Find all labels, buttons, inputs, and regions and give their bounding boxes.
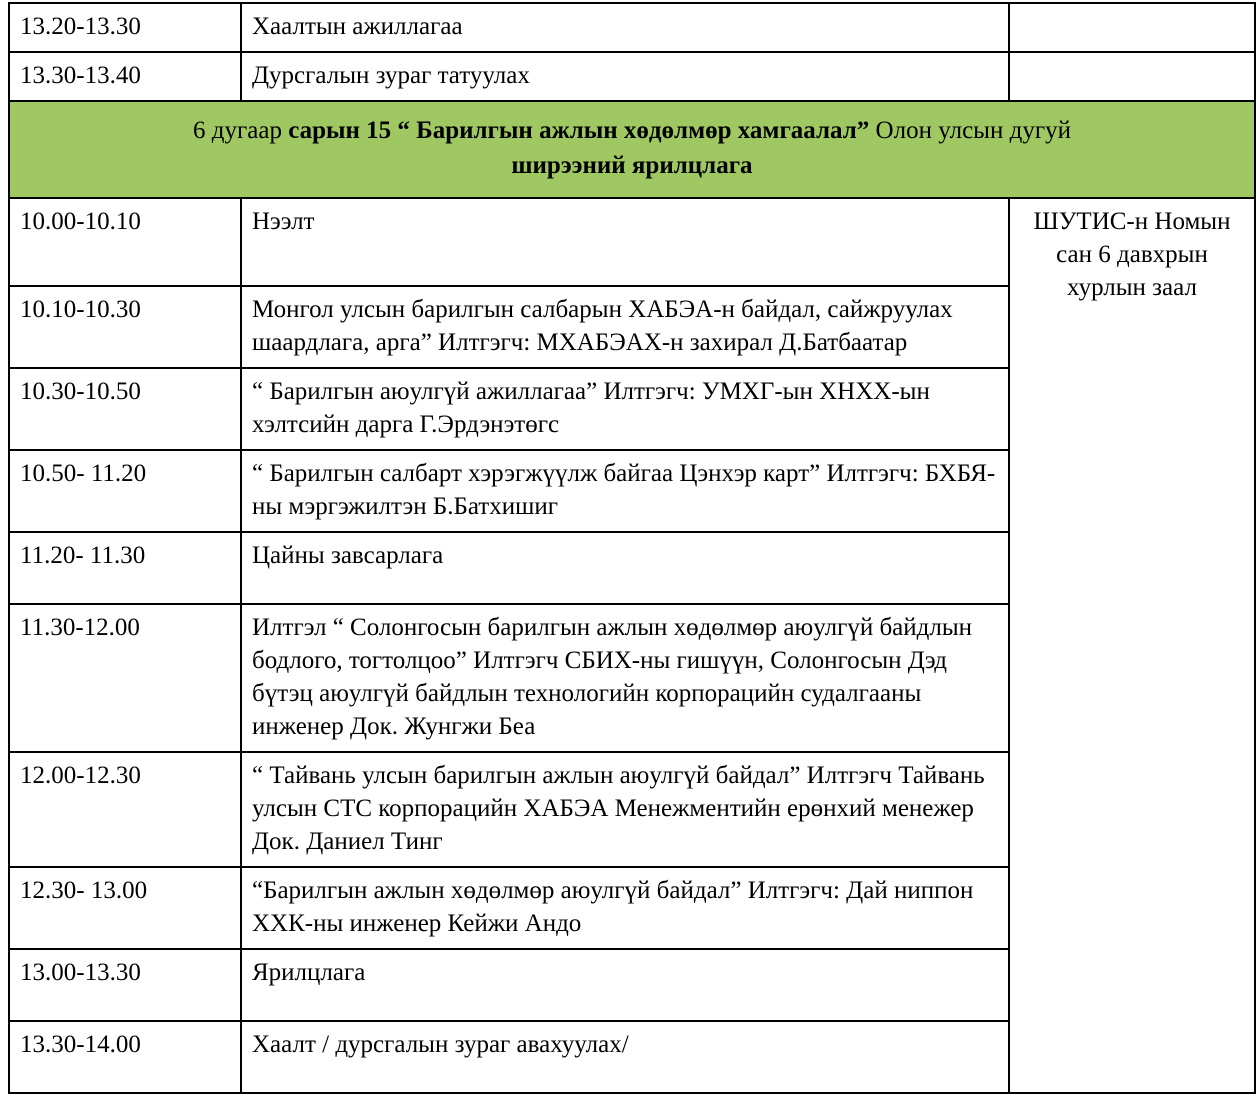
description-cell: Хаалт / дурсгалын зураг авахуулах/ bbox=[241, 1021, 1009, 1093]
description-cell: “ Барилгын салбарт хэрэгжүүлж байгаа Цэнхэр карт” Илтгэгч: БХБЯ-ны мэргэжилтэн Б.Батхишиг bbox=[241, 450, 1009, 532]
time-cell: 11.20- 11.30 bbox=[9, 532, 241, 604]
time-cell: 11.30-12.00 bbox=[9, 604, 241, 752]
venue-cell-empty bbox=[1009, 3, 1255, 52]
time-cell: 10.00-10.10 bbox=[9, 198, 241, 286]
time-cell: 10.30-10.50 bbox=[9, 368, 241, 450]
section-header-prefix: 6 дугаар bbox=[193, 117, 289, 144]
description-cell: Монгол улсын барилгын салбарын ХАБЭА-н байдал, сайжруулах шаардлага, арга” Илтгэгч: МХАБЭАХ-н захирал Д.Батбаатар bbox=[241, 286, 1009, 368]
section-header-row bbox=[9, 101, 1255, 198]
time-cell: 13.30-13.40 bbox=[9, 52, 241, 101]
description-cell: Ярилцлага bbox=[241, 949, 1009, 1021]
time-cell: 10.50- 11.20 bbox=[9, 450, 241, 532]
venue-cell: ШУТИС-н Номын сан 6 давхрын хурлын заал bbox=[1009, 198, 1255, 1093]
time-cell: 13.30-14.00 bbox=[9, 1021, 241, 1093]
section-header bbox=[9, 101, 1255, 198]
time-cell: 12.30- 13.00 bbox=[9, 867, 241, 949]
time-cell: 10.10-10.30 bbox=[9, 286, 241, 368]
venue-cell-empty bbox=[1009, 52, 1255, 101]
description-cell: Дурсгалын зураг татуулах bbox=[241, 52, 1009, 101]
description-cell: “ Тайвань улсын барилгын ажлын аюулгүй байдал” Илтгэгч Тайвань улсын СТС корпорацийн ХАБЭА Менежментийн ерөнхий менежер Док. Даниел Тинг bbox=[241, 752, 1009, 867]
description-cell: “ Барилгын аюулгүй ажиллагаа” Илтгэгч: УМХГ-ын ХНХХ-ын хэлтсийн дарга Г.Эрдэнэтөгс bbox=[241, 368, 1009, 450]
table-row bbox=[9, 52, 1255, 101]
description-cell: Нээлт bbox=[241, 198, 1009, 286]
description-cell: Цайны завсарлага bbox=[241, 532, 1009, 604]
table-row bbox=[9, 3, 1255, 52]
description-cell: Илтгэл “ Солонгосын барилгын ажлын хөдөлмөр аюулгүй байдлын бодлого, тогтолцоо” Илтгэгч СБИХ-ны гишүүн, Солонгосын Дэд бүтэц аюулгүй байдлын технологийн корпорацийн судалгааны инженер Док. Жунгжи Беа bbox=[241, 604, 1009, 752]
description-cell: Хаалтын ажиллагаа bbox=[241, 3, 1009, 52]
time-cell: 12.00-12.30 bbox=[9, 752, 241, 867]
time-cell: 13.00-13.30 bbox=[9, 949, 241, 1021]
schedule-table bbox=[8, 2, 1256, 1094]
section-header-middle: Олон улсын дугуй bbox=[869, 117, 1071, 144]
table-row bbox=[9, 198, 1255, 286]
section-header-bold-second: ширээний ярилцлага bbox=[511, 151, 753, 179]
description-cell: “Барилгын ажлын хөдөлмөр аюулгүй байдал” Илтгэгч: Дай ниппон ХХК-ны инженер Кейжи Андо bbox=[241, 867, 1009, 949]
time-cell: 13.20-13.30 bbox=[9, 3, 241, 52]
section-header-bold: сарын 15 “ Барилгын ажлын хөдөлмөр хамгаалал” bbox=[288, 117, 870, 144]
document-page bbox=[0, 2, 1260, 1082]
